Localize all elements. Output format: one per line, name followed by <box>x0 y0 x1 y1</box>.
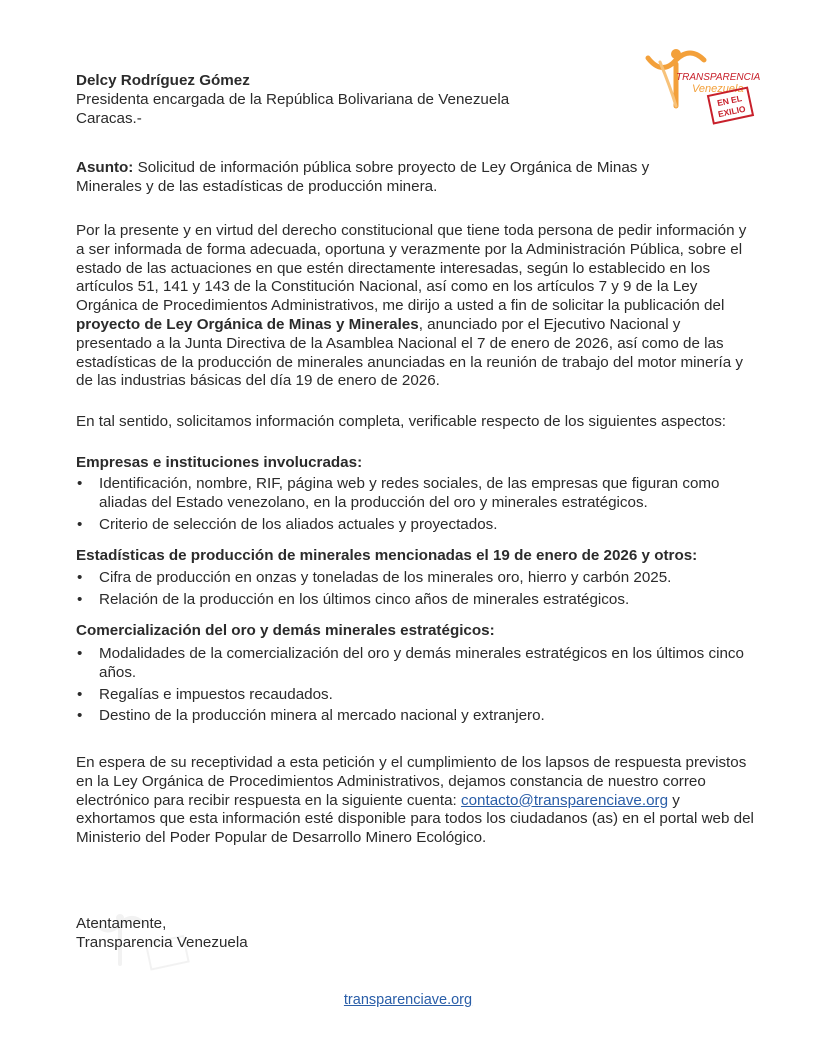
section-list-companies <box>76 475 756 537</box>
list-item: • Relación de la producción en los últimos cinco años de minerales estratégicos. <box>76 591 756 610</box>
closing-text-2: y exhortamos que esta información esté disponible para todos los ciudadanos (as) en el portal web del Ministerio del Poder Popular de Desarrollo Minero Ecológico. <box>76 791 754 847</box>
svg-text:EN EL: EN EL <box>716 93 743 109</box>
signature-text: Transparencia Venezuela <box>76 933 248 951</box>
footer-website-link[interactable]: transparenciave.org <box>343 992 473 1008</box>
list-item: • Identificación, nombre, RIF, página web y redes sociales, de las empresas que figuran como aliadas del Estado venezolano, en la producción del oro y minerales estratégicos. <box>76 475 756 513</box>
section-list-commercialization <box>76 645 756 729</box>
subject-label: Asunto: <box>76 159 134 176</box>
body-paragraph-1 <box>76 222 756 391</box>
list-item: • Modalidades de la comercialización del oro y demás minerales estratégicos en los últimos cinco años. <box>76 645 756 683</box>
section-heading-statistics: Estadísticas de producción de minerales mencionadas el 19 de enero de 2026 y otros: <box>76 547 698 564</box>
footer <box>0 991 816 1010</box>
svg-text:Venezuela: Venezuela <box>692 83 744 95</box>
addressee-block <box>76 72 756 128</box>
subject-line <box>76 159 696 197</box>
body-p1-bold: proyecto de Ley Orgánica de Minas y Minerales <box>76 315 419 333</box>
section-list-statistics <box>76 569 756 613</box>
contact-email-link[interactable]: contacto@transparenciave.org <box>460 791 669 809</box>
subject-text: Solicitud de información pública sobre proyecto de Ley Orgánica de Minas y Minerales y de las estadísticas de producción minera. <box>76 159 650 195</box>
closing-text: En espera de su receptividad a esta petición y el cumplimiento de los lapsos de respuesta previstos en la Ley Orgánica de Procedimientos Administrativos, dejamos constancia de nuestro correo electrónico para recibir respuesta en la siguiente cuenta: <box>76 754 747 809</box>
section-heading-commercialization: Comercialización del oro y demás minerales estratégicos: <box>76 622 495 639</box>
section-heading-companies: Empresas e instituciones involucradas: <box>76 454 363 471</box>
addressee-city: Caracas.- <box>76 109 142 127</box>
signoff-block <box>76 915 756 953</box>
svg-text:EXILIO: EXILIO <box>717 103 747 120</box>
list-item: • Cifra de producción en onzas y toneladas de los minerales oro, hierro y carbón 2025. <box>76 569 756 588</box>
list-item: • Destino de la producción minera al mercado nacional y extranjero. <box>76 707 756 726</box>
addressee-title: Presidenta encargada de la República Bolivariana de Venezuela <box>76 90 510 108</box>
body-p1-text: Por la presente y en virtud del derecho constitucional que tiene toda persona de pedir información y a ser informada de forma adecuada, oportuna y verazmente por la Administración Pública, sobre el estado de las actuaciones en que estén directamente interesadas, según lo establecido en los artículos 51, 141 y 143 de la Constitución Nacional, así como en los artículos 7 y 9 de la Ley Orgánica de Procedimientos Administrativos, me dirijo a usted a fin de solicitar la publicación del <box>76 222 747 315</box>
body-p1-text-2: , anunciado por el Ejecutivo Nacional y presentado a la Junta Directiva de la Asamblea Nacional el 7 de enero de 2026, así como de las estadísticas de la producción de minerales anunciadas en la reunión de trabajo del motor minería y de las industrias básicas del día 19 de enero de 2026. <box>76 315 743 390</box>
addressee-name: Delcy Rodríguez Gómez <box>76 72 250 89</box>
list-item: • Criterio de selección de los aliados actuales y proyectados. <box>76 516 756 535</box>
list-item: • Regalías e impuestos recaudados. <box>76 686 756 705</box>
closing-paragraph <box>76 754 756 848</box>
body-paragraph-2: En tal sentido, solicitamos información completa, verificable respecto de los siguientes aspectos: <box>76 413 727 430</box>
signoff-text: Atentamente, <box>76 915 167 932</box>
svg-text:TRANSPARENCIA: TRANSPARENCIA <box>676 72 761 83</box>
